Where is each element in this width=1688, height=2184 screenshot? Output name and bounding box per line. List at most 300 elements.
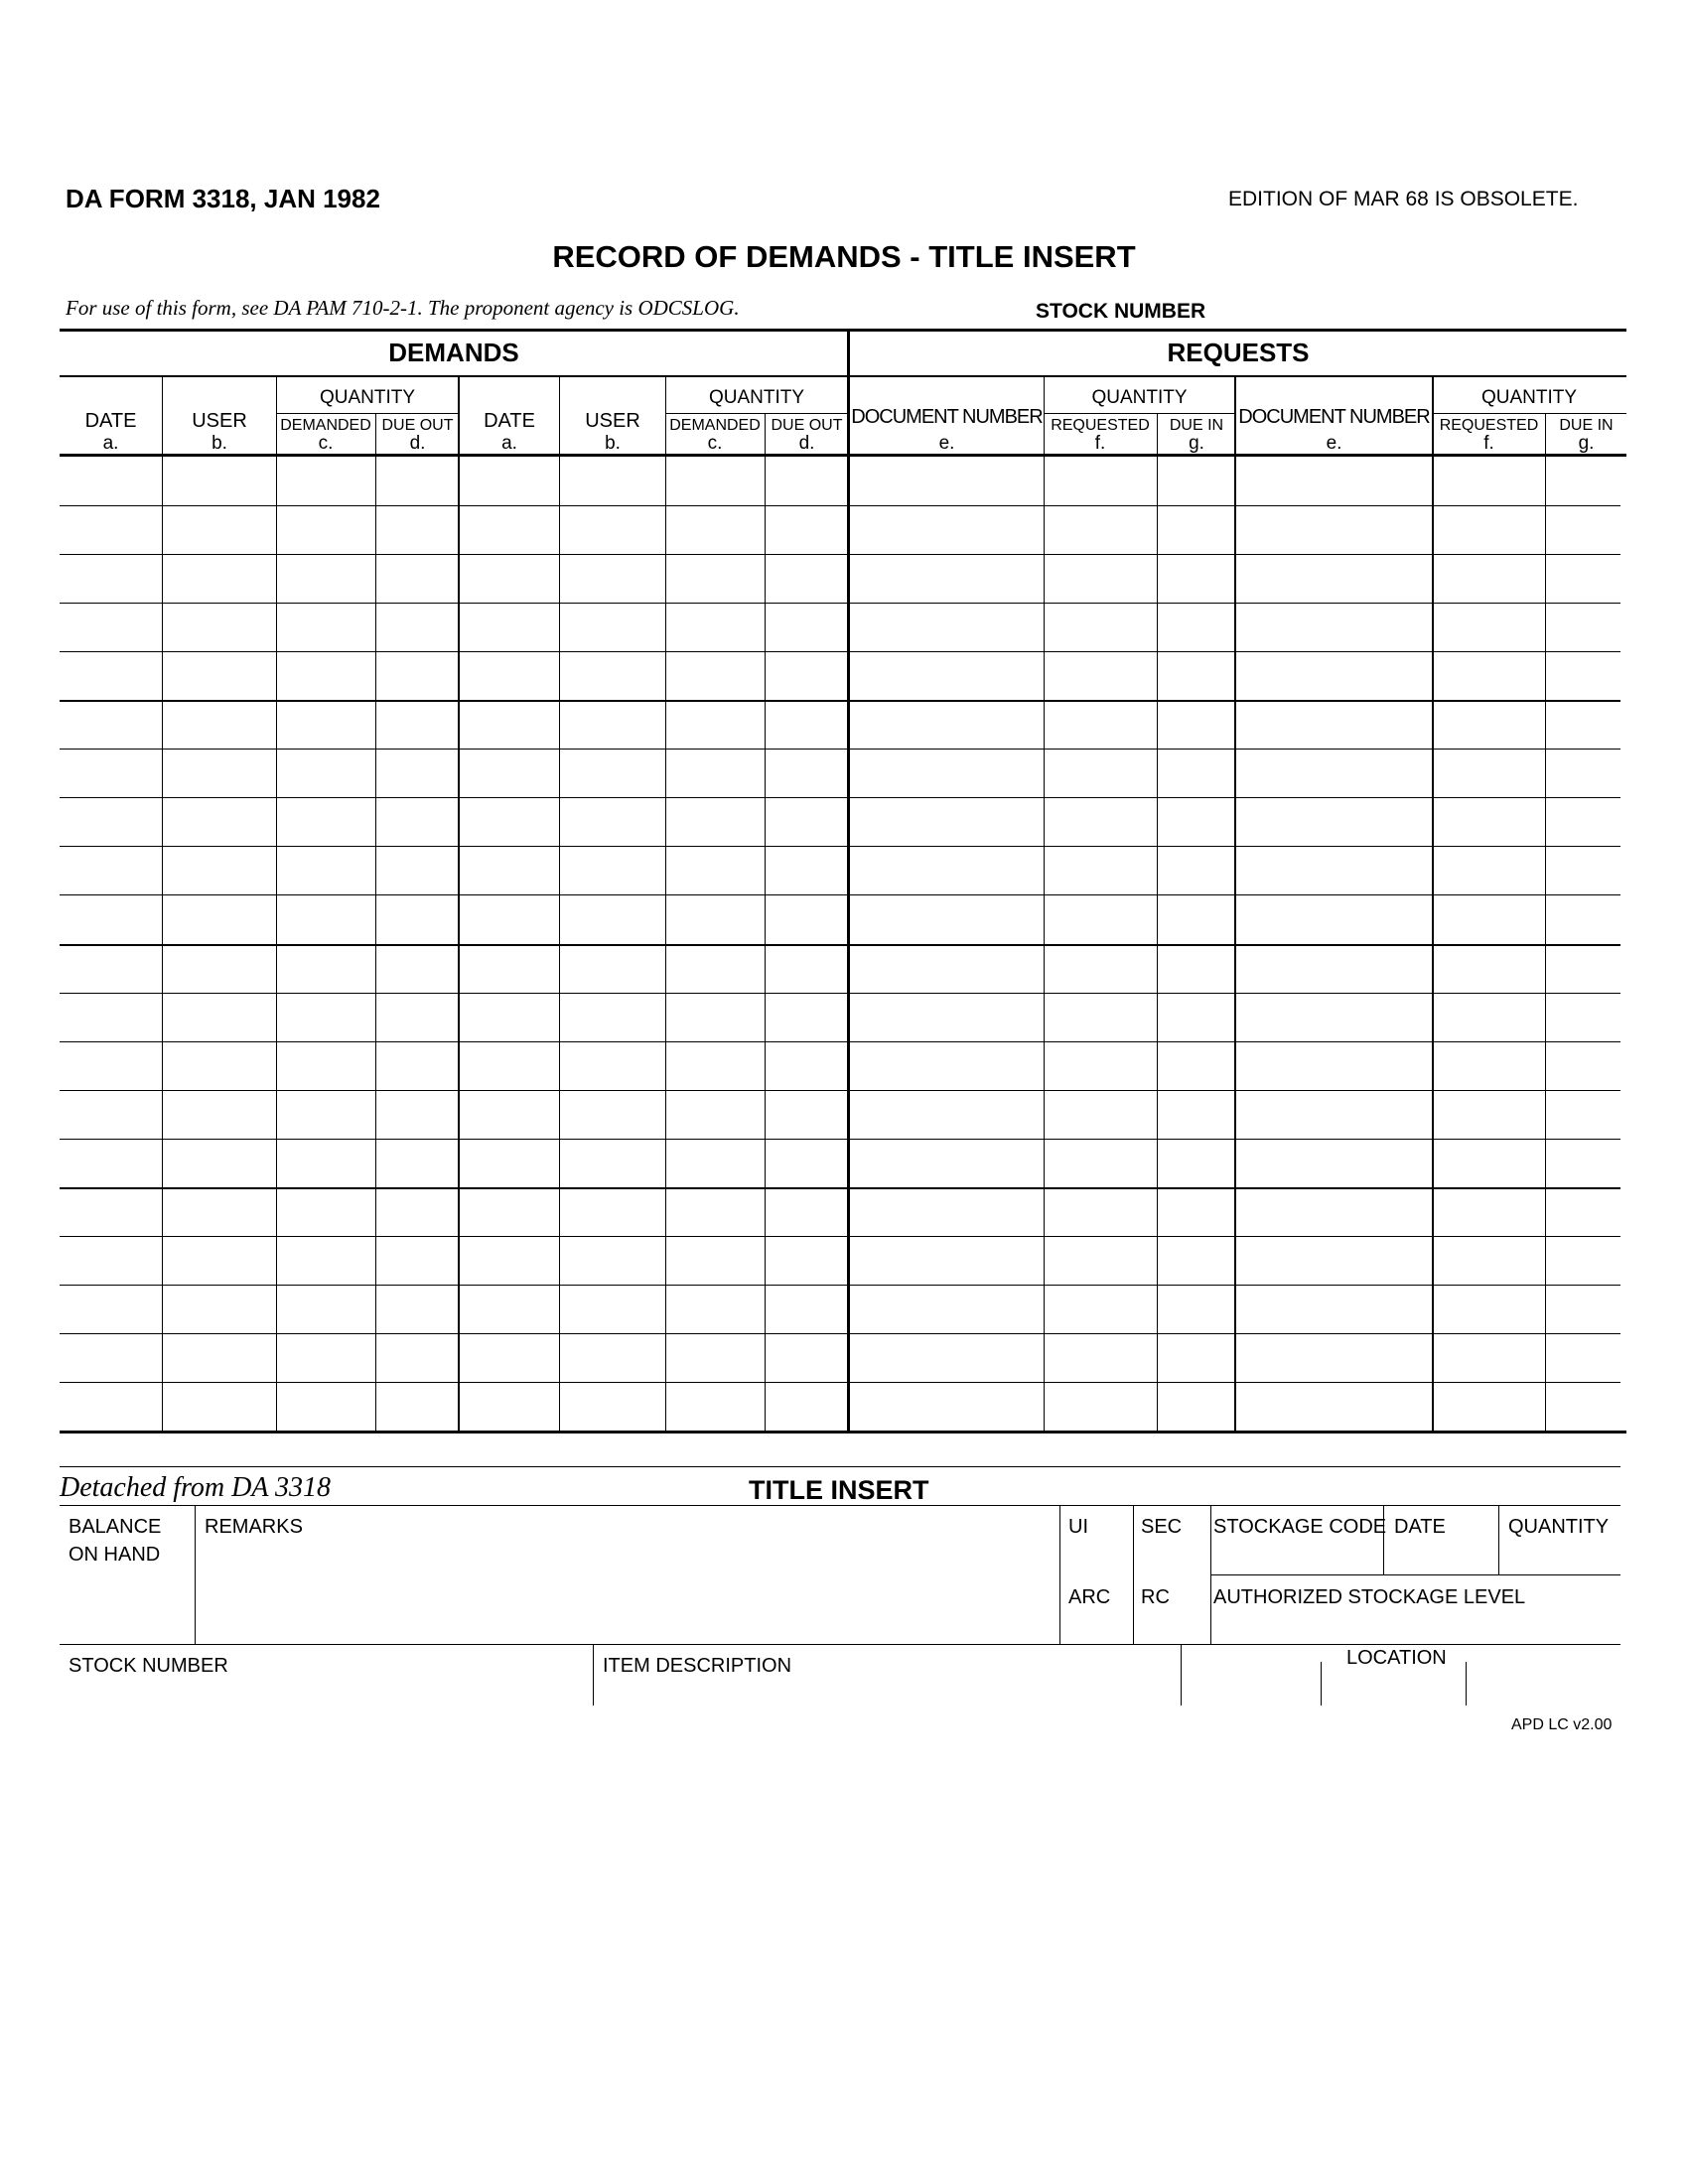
row-divider — [60, 1090, 1620, 1091]
table-cell[interactable] — [60, 700, 163, 749]
table-cell[interactable] — [1236, 700, 1434, 749]
table-cell[interactable] — [560, 1285, 666, 1333]
table-cell[interactable] — [1158, 993, 1236, 1041]
table-cell[interactable] — [277, 1041, 376, 1090]
table-cell[interactable] — [376, 1090, 460, 1139]
table-cell[interactable] — [560, 505, 666, 554]
table-cell[interactable] — [460, 1236, 560, 1285]
table-cell[interactable] — [1158, 1236, 1236, 1285]
table-cell[interactable] — [766, 749, 850, 797]
table-cell[interactable] — [460, 1333, 560, 1382]
table-cell[interactable] — [850, 603, 1045, 651]
col-quantity-label: QUANTITY — [319, 387, 416, 408]
table-cell[interactable] — [1045, 797, 1158, 846]
table-cell[interactable] — [766, 1041, 850, 1090]
table-cell[interactable] — [666, 1285, 766, 1333]
table-cell[interactable] — [1236, 1041, 1434, 1090]
table-cell[interactable] — [1546, 1382, 1626, 1431]
table-cell[interactable] — [1045, 749, 1158, 797]
table-cell[interactable] — [376, 603, 460, 651]
table-cell[interactable] — [1434, 603, 1546, 651]
table-cell[interactable] — [666, 894, 766, 943]
col-requested-letter: f. — [1483, 433, 1494, 454]
table-cell[interactable] — [666, 1236, 766, 1285]
table-cell[interactable] — [163, 1090, 277, 1139]
table-cell[interactable] — [560, 846, 666, 894]
table-cell[interactable] — [1236, 1187, 1434, 1236]
table-cell[interactable] — [1045, 603, 1158, 651]
table-cell[interactable] — [1546, 1187, 1626, 1236]
table-cell[interactable] — [560, 1236, 666, 1285]
table-cell[interactable] — [163, 1333, 277, 1382]
table-cell[interactable] — [60, 505, 163, 554]
table-cell[interactable] — [376, 651, 460, 700]
table-cell[interactable] — [766, 1333, 850, 1382]
table-cell[interactable] — [1236, 1236, 1434, 1285]
edition-note: EDITION OF MAR 68 IS OBSOLETE. — [1228, 188, 1579, 210]
table-cell[interactable] — [460, 700, 560, 749]
table-cell[interactable] — [766, 1090, 850, 1139]
table-cell[interactable] — [1045, 457, 1158, 505]
table-cell[interactable] — [1236, 894, 1434, 943]
table-cell[interactable] — [666, 554, 766, 603]
table-cell[interactable] — [666, 1090, 766, 1139]
table-cell[interactable] — [560, 651, 666, 700]
table-cell[interactable] — [1236, 1139, 1434, 1187]
table-cell[interactable] — [460, 1187, 560, 1236]
table-cell[interactable] — [1434, 700, 1546, 749]
table-cell[interactable] — [376, 1187, 460, 1236]
table-cell[interactable] — [850, 554, 1045, 603]
table-cell[interactable] — [460, 797, 560, 846]
table-cell[interactable] — [163, 749, 277, 797]
table-cell[interactable] — [766, 1382, 850, 1431]
table-cell[interactable] — [460, 651, 560, 700]
table-cell[interactable] — [277, 797, 376, 846]
table-cell[interactable] — [1546, 1333, 1626, 1382]
table-cell[interactable] — [60, 1285, 163, 1333]
table-cell[interactable] — [666, 846, 766, 894]
table-cell[interactable] — [460, 894, 560, 943]
table-cell[interactable] — [460, 846, 560, 894]
table-cell[interactable] — [163, 700, 277, 749]
table-cell[interactable] — [60, 846, 163, 894]
table-cell[interactable] — [277, 993, 376, 1041]
table-cell[interactable] — [560, 1139, 666, 1187]
table-cell[interactable] — [1546, 1236, 1626, 1285]
table-cell[interactable] — [1045, 1382, 1158, 1431]
table-cell[interactable] — [277, 554, 376, 603]
table-cell[interactable] — [666, 505, 766, 554]
table-cell[interactable] — [850, 1236, 1045, 1285]
table-cell[interactable] — [850, 505, 1045, 554]
table-cell[interactable] — [460, 1090, 560, 1139]
table-cell[interactable] — [1546, 797, 1626, 846]
row-divider — [60, 1382, 1620, 1383]
table-cell[interactable] — [666, 651, 766, 700]
table-cell[interactable] — [1045, 700, 1158, 749]
table-cell[interactable] — [1158, 505, 1236, 554]
table-cell[interactable] — [1434, 1236, 1546, 1285]
table-cell[interactable] — [1158, 457, 1236, 505]
table-cell[interactable] — [376, 1333, 460, 1382]
table-cell[interactable] — [1045, 993, 1158, 1041]
table-cell[interactable] — [60, 651, 163, 700]
table-cell[interactable] — [277, 749, 376, 797]
table-cell[interactable] — [560, 944, 666, 993]
table-cell[interactable] — [1045, 651, 1158, 700]
table-cell[interactable] — [163, 1285, 277, 1333]
table-cell[interactable] — [376, 700, 460, 749]
table-cell[interactable] — [666, 1333, 766, 1382]
table-cell[interactable] — [163, 944, 277, 993]
table-cell[interactable] — [1045, 894, 1158, 943]
table-cell[interactable] — [850, 1187, 1045, 1236]
table-cell[interactable] — [766, 944, 850, 993]
table-cell[interactable] — [163, 1382, 277, 1431]
table-cell[interactable] — [766, 457, 850, 505]
table-cell[interactable] — [850, 749, 1045, 797]
table-cell[interactable] — [560, 1041, 666, 1090]
table-cell[interactable] — [1236, 1382, 1434, 1431]
table-cell[interactable] — [1434, 1285, 1546, 1333]
table-cell[interactable] — [1434, 944, 1546, 993]
table-cell[interactable] — [666, 1187, 766, 1236]
table-cell[interactable] — [376, 554, 460, 603]
table-cell[interactable] — [376, 1236, 460, 1285]
table-cell[interactable] — [1158, 700, 1236, 749]
table-cell[interactable] — [460, 1285, 560, 1333]
table-cell[interactable] — [1434, 505, 1546, 554]
table-cell[interactable] — [1236, 1333, 1434, 1382]
table-cell[interactable] — [1158, 1139, 1236, 1187]
table-cell[interactable] — [60, 603, 163, 651]
table-cell[interactable] — [1236, 944, 1434, 993]
table-cell[interactable] — [277, 1139, 376, 1187]
table-cell[interactable] — [1158, 894, 1236, 943]
table-cell[interactable] — [277, 1090, 376, 1139]
table-cell[interactable] — [60, 1236, 163, 1285]
table-cell[interactable] — [666, 603, 766, 651]
table-cell[interactable] — [277, 700, 376, 749]
table-cell[interactable] — [277, 1285, 376, 1333]
table-cell[interactable] — [1546, 505, 1626, 554]
table-cell[interactable] — [666, 749, 766, 797]
row-divider — [60, 944, 1620, 946]
table-cell[interactable] — [1045, 944, 1158, 993]
table-cell[interactable] — [1236, 993, 1434, 1041]
table-cell[interactable] — [376, 1382, 460, 1431]
table-cell[interactable] — [1236, 749, 1434, 797]
table-cell[interactable] — [460, 1382, 560, 1431]
table-cell[interactable] — [850, 651, 1045, 700]
table-cell[interactable] — [850, 894, 1045, 943]
table-cell[interactable] — [1045, 1139, 1158, 1187]
table-cell[interactable] — [1546, 1139, 1626, 1187]
table-cell[interactable] — [1158, 1382, 1236, 1431]
table-cell[interactable] — [766, 1285, 850, 1333]
table-cell[interactable] — [850, 1285, 1045, 1333]
table-cell[interactable] — [1158, 944, 1236, 993]
table-cell[interactable] — [1158, 797, 1236, 846]
table-cell[interactable] — [1158, 1090, 1236, 1139]
table-cell[interactable] — [560, 1187, 666, 1236]
table-cell[interactable] — [460, 993, 560, 1041]
table-cell[interactable] — [666, 1041, 766, 1090]
table-cell[interactable] — [460, 1139, 560, 1187]
table-cell[interactable] — [560, 993, 666, 1041]
table-cell[interactable] — [1236, 651, 1434, 700]
table-cell[interactable] — [376, 505, 460, 554]
table-cell[interactable] — [60, 944, 163, 993]
table-cell[interactable] — [560, 1333, 666, 1382]
table-cell[interactable] — [666, 993, 766, 1041]
table-cell[interactable] — [850, 1382, 1045, 1431]
table-cell[interactable] — [60, 797, 163, 846]
table-cell[interactable] — [560, 603, 666, 651]
table-cell[interactable] — [1045, 1236, 1158, 1285]
table-cell[interactable] — [1434, 1090, 1546, 1139]
table-cell[interactable] — [163, 846, 277, 894]
table-cell[interactable] — [277, 1382, 376, 1431]
table-cell[interactable] — [1546, 1041, 1626, 1090]
table-cell[interactable] — [1236, 1285, 1434, 1333]
table-cell[interactable] — [1434, 1333, 1546, 1382]
table-cell[interactable] — [1546, 846, 1626, 894]
table-cell[interactable] — [1045, 1187, 1158, 1236]
table-cell[interactable] — [560, 1382, 666, 1431]
table-cell[interactable] — [1546, 457, 1626, 505]
demands-title: DEMANDS — [388, 338, 519, 367]
table-cell[interactable] — [163, 894, 277, 943]
table-cell[interactable] — [1236, 1090, 1434, 1139]
table-cell[interactable] — [163, 993, 277, 1041]
table-cell[interactable] — [60, 554, 163, 603]
table-cell[interactable] — [1434, 749, 1546, 797]
table-cell[interactable] — [460, 944, 560, 993]
table-cell[interactable] — [60, 1333, 163, 1382]
table-cell[interactable] — [1546, 700, 1626, 749]
remarks-label: REMARKS — [205, 1516, 303, 1538]
table-cell[interactable] — [1158, 554, 1236, 603]
table-cell[interactable] — [1434, 797, 1546, 846]
table-cell[interactable] — [376, 1041, 460, 1090]
location-label: LOCATION — [1346, 1647, 1447, 1669]
table-cell[interactable] — [850, 1333, 1045, 1382]
table-cell[interactable] — [1236, 457, 1434, 505]
table-cell[interactable] — [1236, 797, 1434, 846]
table-cell[interactable] — [163, 1139, 277, 1187]
table-cell[interactable] — [850, 700, 1045, 749]
table-cell[interactable] — [766, 797, 850, 846]
table-cell[interactable] — [560, 894, 666, 943]
table-cell[interactable] — [1434, 1041, 1546, 1090]
table-cell[interactable] — [163, 457, 277, 505]
table-cell[interactable] — [850, 1090, 1045, 1139]
table-cell[interactable] — [1546, 993, 1626, 1041]
table-cell[interactable] — [1158, 1285, 1236, 1333]
table-cell[interactable] — [766, 1236, 850, 1285]
table-cell[interactable] — [60, 894, 163, 943]
table-cell[interactable] — [1434, 894, 1546, 943]
table-cell[interactable] — [163, 554, 277, 603]
table-cell[interactable] — [277, 894, 376, 943]
table-cell[interactable] — [1045, 1333, 1158, 1382]
col-quantity-label: QUANTITY — [708, 387, 805, 408]
table-cell[interactable] — [560, 797, 666, 846]
table-cell[interactable] — [766, 993, 850, 1041]
table-cell[interactable] — [560, 1090, 666, 1139]
table-cell[interactable] — [376, 457, 460, 505]
col-due-in-letter: g. — [1578, 433, 1595, 454]
table-cell[interactable] — [1045, 1090, 1158, 1139]
table-cell[interactable] — [1546, 603, 1626, 651]
table-cell[interactable] — [277, 1236, 376, 1285]
table-cell[interactable] — [1546, 1090, 1626, 1139]
row-divider — [60, 749, 1620, 750]
table-cell[interactable] — [163, 1236, 277, 1285]
table-cell[interactable] — [766, 505, 850, 554]
table-cell[interactable] — [277, 944, 376, 993]
table-cell[interactable] — [163, 603, 277, 651]
table-cell[interactable] — [850, 1139, 1045, 1187]
table-cell[interactable] — [1158, 1333, 1236, 1382]
table-cell[interactable] — [1158, 1187, 1236, 1236]
table-cell[interactable] — [1546, 651, 1626, 700]
table-cell[interactable] — [277, 1333, 376, 1382]
table-cell[interactable] — [1546, 1285, 1626, 1333]
table-cell[interactable] — [376, 894, 460, 943]
table-cell[interactable] — [1045, 1285, 1158, 1333]
table-cell[interactable] — [460, 505, 560, 554]
col-document-number-letter: e. — [938, 433, 955, 454]
table-cell[interactable] — [1546, 749, 1626, 797]
table-cell[interactable] — [60, 1090, 163, 1139]
table-cell[interactable] — [560, 457, 666, 505]
table-cell[interactable] — [277, 1187, 376, 1236]
table-cell[interactable] — [1045, 554, 1158, 603]
table-cell[interactable] — [163, 651, 277, 700]
balance-on-hand-label: BALANCE — [69, 1516, 162, 1538]
table-cell[interactable] — [1236, 505, 1434, 554]
form-version: APD LC v2.00 — [1511, 1716, 1613, 1733]
table-cell[interactable] — [1158, 846, 1236, 894]
table-cell[interactable] — [460, 457, 560, 505]
table-cell[interactable] — [766, 554, 850, 603]
table-cell[interactable] — [376, 749, 460, 797]
row-divider — [60, 651, 1620, 652]
table-cell[interactable] — [163, 797, 277, 846]
table-cell[interactable] — [60, 1382, 163, 1431]
table-cell[interactable] — [1158, 603, 1236, 651]
table-cell[interactable] — [376, 944, 460, 993]
table-cell[interactable] — [850, 1041, 1045, 1090]
table-cell[interactable] — [1434, 651, 1546, 700]
table-cell[interactable] — [1546, 554, 1626, 603]
table-cell[interactable] — [560, 554, 666, 603]
table-cell[interactable] — [1546, 944, 1626, 993]
table-cell[interactable] — [766, 700, 850, 749]
table-cell[interactable] — [1236, 603, 1434, 651]
table-cell[interactable] — [666, 797, 766, 846]
table-cell[interactable] — [1045, 846, 1158, 894]
table-cell[interactable] — [560, 700, 666, 749]
table-cell[interactable] — [163, 1041, 277, 1090]
table-cell[interactable] — [163, 505, 277, 554]
table-cell[interactable] — [60, 1139, 163, 1187]
table-cell[interactable] — [1236, 554, 1434, 603]
table-cell[interactable] — [766, 846, 850, 894]
table-cell[interactable] — [277, 651, 376, 700]
table-cell[interactable] — [277, 846, 376, 894]
table-cell[interactable] — [376, 993, 460, 1041]
table-cell[interactable] — [1434, 1139, 1546, 1187]
table-cell[interactable] — [60, 457, 163, 505]
table-cell[interactable] — [1236, 846, 1434, 894]
table-cell[interactable] — [1158, 749, 1236, 797]
table-cell[interactable] — [766, 651, 850, 700]
table-cell[interactable] — [850, 797, 1045, 846]
table-cell[interactable] — [850, 457, 1045, 505]
table-cell[interactable] — [560, 749, 666, 797]
table-cell[interactable] — [1434, 554, 1546, 603]
col-requested-label: REQUESTED — [1439, 417, 1539, 434]
table-cell[interactable] — [850, 944, 1045, 993]
table-cell[interactable] — [376, 797, 460, 846]
table-cell[interactable] — [666, 1139, 766, 1187]
table-cell[interactable] — [60, 749, 163, 797]
col-demanded-label: DEMANDED — [669, 417, 761, 434]
table-cell[interactable] — [376, 1285, 460, 1333]
table-cell[interactable] — [376, 1139, 460, 1187]
table-cell[interactable] — [1434, 457, 1546, 505]
table-cell[interactable] — [1434, 1187, 1546, 1236]
table-cell[interactable] — [460, 554, 560, 603]
table-cell[interactable] — [376, 846, 460, 894]
row-divider — [60, 1333, 1620, 1334]
table-cell[interactable] — [1158, 651, 1236, 700]
table-cell[interactable] — [163, 1187, 277, 1236]
table-cell[interactable] — [60, 1041, 163, 1090]
table-cell[interactable] — [1045, 1041, 1158, 1090]
table-cell[interactable] — [766, 1139, 850, 1187]
table-cell[interactable] — [766, 1187, 850, 1236]
table-cell[interactable] — [460, 1041, 560, 1090]
table-cell[interactable] — [1434, 1382, 1546, 1431]
table-cell[interactable] — [460, 603, 560, 651]
table-cell[interactable] — [1045, 505, 1158, 554]
table-cell[interactable] — [1434, 846, 1546, 894]
table-cell[interactable] — [277, 457, 376, 505]
table-cell[interactable] — [666, 457, 766, 505]
col-due-out-label: DUE OUT — [771, 417, 843, 434]
table-cell[interactable] — [666, 944, 766, 993]
table-cell[interactable] — [850, 846, 1045, 894]
table-cell[interactable] — [766, 603, 850, 651]
table-cell[interactable] — [1546, 894, 1626, 943]
table-cell[interactable] — [60, 1187, 163, 1236]
table-cell[interactable] — [277, 505, 376, 554]
table-cell[interactable] — [277, 603, 376, 651]
table-cell[interactable] — [766, 894, 850, 943]
table-cell[interactable] — [460, 749, 560, 797]
table-cell[interactable] — [666, 700, 766, 749]
table-cell[interactable] — [666, 1382, 766, 1431]
table-cell[interactable] — [1434, 993, 1546, 1041]
table-cell[interactable] — [60, 993, 163, 1041]
table-cell[interactable] — [850, 993, 1045, 1041]
table-cell[interactable] — [1158, 1041, 1236, 1090]
